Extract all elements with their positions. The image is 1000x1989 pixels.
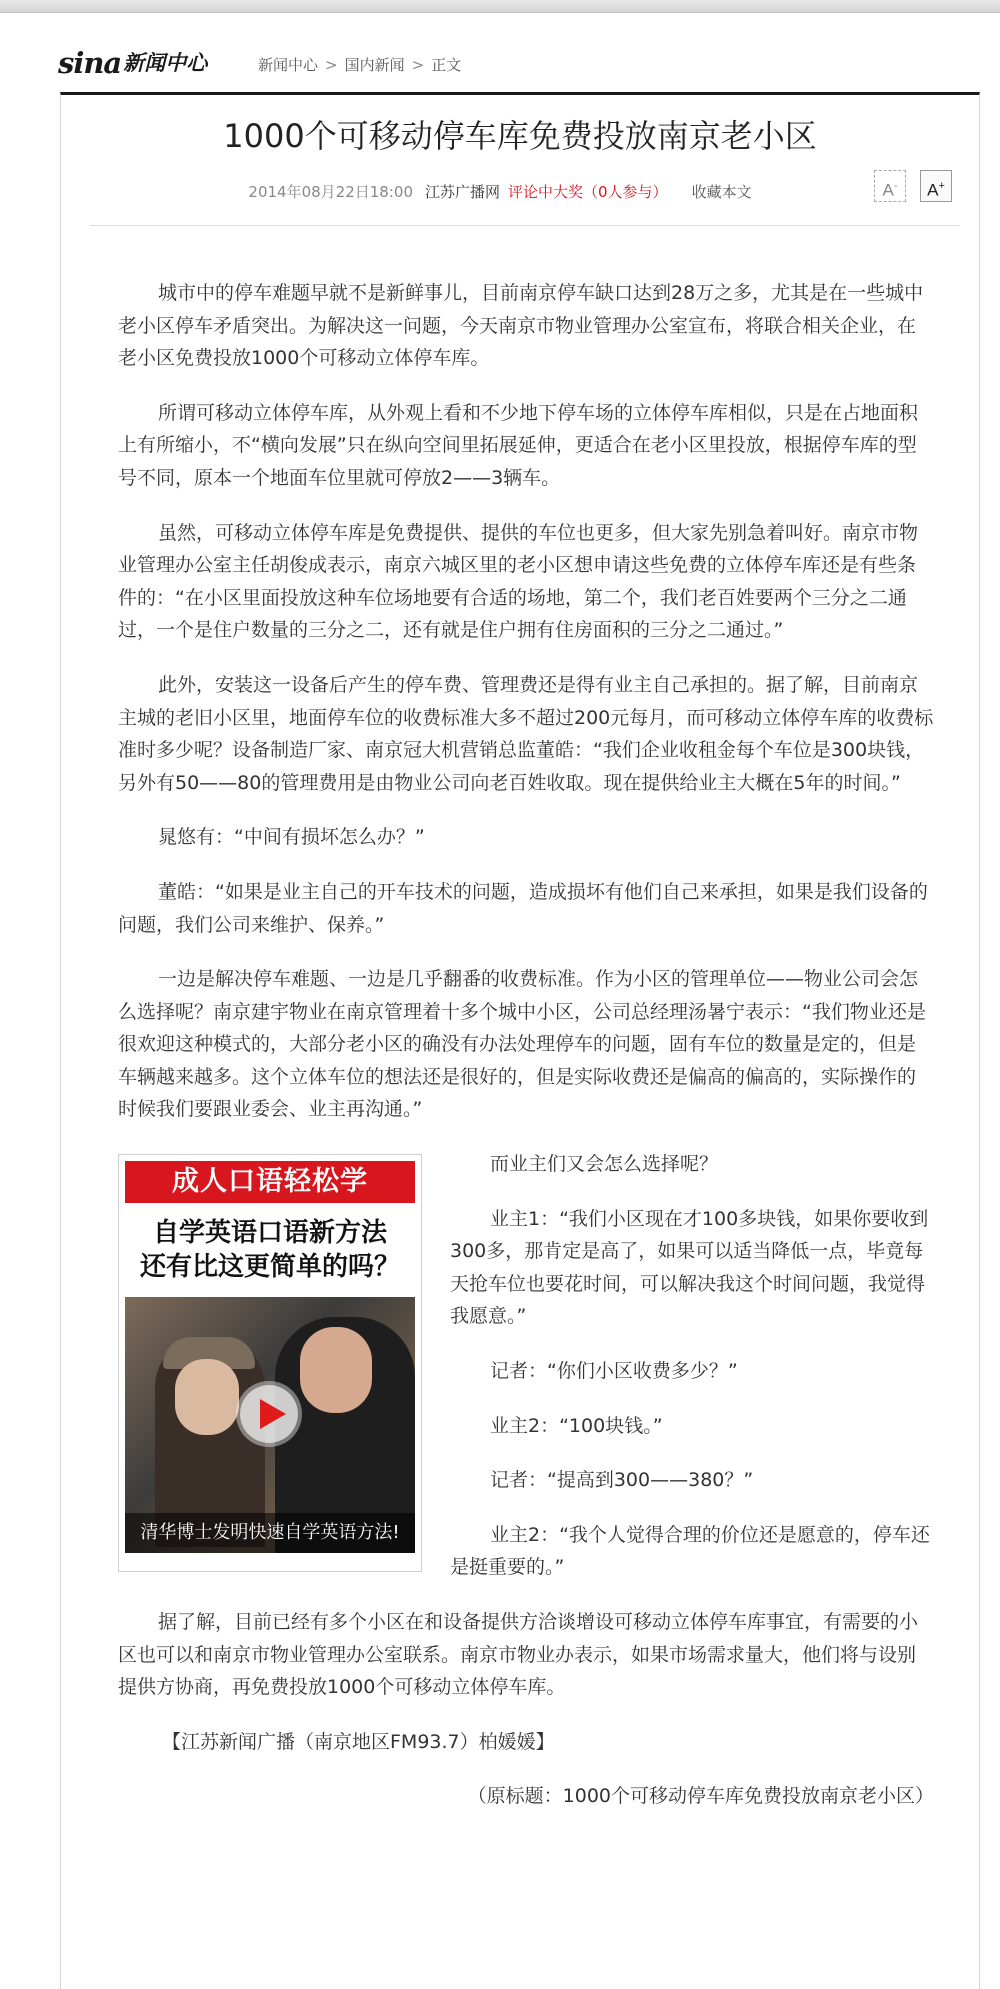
paragraph-10: 记者：“你们小区收费多少？” — [490, 1360, 738, 1383]
ad-line-2: 还有比这更简单的吗？ — [139, 1252, 400, 1283]
sina-news-logo[interactable] — [58, 40, 207, 80]
breadcrumb-separator: > — [411, 56, 425, 74]
reporter-signature: 【江苏新闻广播（南京地区FM93.7）柏媛媛】 — [162, 1730, 555, 1753]
ad-caption: 清华博士发明快速自学英语方法! — [125, 1513, 415, 1553]
original-title: （原标题：1000个可移动停车库免费投放南京老小区） — [467, 1785, 934, 1808]
paragraph-13: 业主2：“我个人觉得合理的价位还是愿意的，停车还是挺重要的。” — [450, 1523, 930, 1579]
font-increase-button[interactable] — [920, 170, 952, 202]
play-icon[interactable] — [240, 1385, 298, 1443]
paragraph-12: 记者：“提高到300——380？” — [490, 1469, 754, 1492]
article-source[interactable]: 江苏广播网 — [424, 183, 500, 201]
article-title: 1000个可移动停车库免费投放南京老小区 — [223, 117, 817, 155]
paragraph-2: 所谓可移动立体停车库，从外观上看和不少地下停车场的立体停车库相似，只是在占地面积上有所缩小，不“横向发展”只在纵向空间里拓展延伸，更适合在老小区里投放，根据停车库的型号不同，原本一个地面车位里就可停放2——3辆车。 — [118, 401, 919, 489]
logo-news-center: 新闻中心 — [123, 50, 208, 75]
font-decrease-icon: A — [882, 180, 894, 200]
breadcrumb-news-center[interactable]: 新闻中心 — [258, 56, 319, 74]
favorite-button[interactable]: 收藏本文 — [691, 183, 752, 201]
comment-link[interactable] — [508, 183, 668, 201]
paragraph-8: 而业主们又会怎么选择呢？ — [490, 1153, 719, 1176]
ad-student-face — [175, 1359, 239, 1435]
paragraph-9: 业主1：“我们小区现在才100多块钱，如果你要收到300多，那肯定是高了，如果可以适当降低一点，毕竟每天抢车位也要花时间，可以解决我这个时间问题，我觉得我愿意。” — [450, 1207, 929, 1328]
site-header — [58, 40, 958, 80]
paragraph-4: 此外，安装这一设备后产生的停车费、管理费还是得有业主自己承担的。据了解，目前南京主城的老旧小区里，地面停车位的收费标准大多不超过200元每月，而可移动立体停车库的收费标准时多少呢？设备制造厂家、南京冠大机营销总监董皓：“我们企业收租金每个车位是300块钱，另外有50——80的管理费用是由物业公司向老百姓收取。现在提供给业主大概在5年的时间。” — [118, 673, 934, 794]
paragraph-5: 晁悠有：“中间有损坏怎么办？” — [158, 826, 425, 849]
browser-top-bar — [0, 0, 1000, 13]
logo-sina-wordmark: sina — [58, 46, 122, 80]
ad-photo — [125, 1297, 415, 1553]
meta-divider — [90, 225, 960, 226]
ad-line-1: 自学英语口语新方法 — [152, 1218, 387, 1249]
paragraph-7: 一边是解决停车难题、一边是几乎翻番的收费标准。作为小区的管理单位——物业公司会怎么选择呢？南京建宇物业在南京管理着十多个城中小区，公司总经理汤暑宁表示：“我们物业还是很欢迎这种模式的，大部分老小区的确没有办法处理停车的问题，固有车位的数量是定的，但是车辆越来越多。这个立体车位的想法还是很好的，但是实际收费还是偏高的偏高的，实际操作的时候我们要跟业委会、业主再沟通。” — [118, 968, 926, 1121]
minus-sign: - — [893, 180, 898, 192]
ad-teacher-face — [300, 1327, 372, 1413]
paragraph-1: 城市中的停车难题早就不是新鲜事儿，目前南京停车缺口达到28万之多，尤其是在一些城中老小区停车矛盾突出。为解决这一问题，今天南京市物业管理办公室宣布，将联合相关企业，在老小区免费投放1000个可移动立体停车库。 — [118, 282, 924, 370]
breadcrumb — [258, 54, 461, 75]
ad-headline: 成人口语轻松学 — [125, 1161, 415, 1203]
article-body — [118, 277, 934, 1835]
paragraph-6: 董皓：“如果是业主自己的开车技术的问题，造成损坏有他们自己来承担，如果是我们设备的问题，我们公司来维护、保养。” — [118, 880, 928, 936]
publish-date: 2014年08月22日18:00 — [248, 183, 413, 201]
font-decrease-button[interactable] — [874, 170, 906, 202]
article-meta — [0, 181, 1000, 202]
paragraph-11: 业主2：“100块钱。” — [490, 1414, 663, 1437]
english-course-ad[interactable] — [118, 1154, 422, 1572]
comment-count: （0人参与） — [583, 183, 668, 201]
paragraph-14: 据了解，目前已经有多个小区在和设备提供方洽谈增设可移动立体停车库事宜，有需要的小区也可以和南京市物业管理办公室联系。南京市物业办表示，如果市场需求量大，他们将与设别提供方协商，再免费投放1000个可移动立体停车库。 — [118, 1611, 919, 1699]
breadcrumb-domestic-news[interactable]: 国内新闻 — [344, 56, 405, 74]
breadcrumb-current: 正文 — [431, 56, 462, 74]
breadcrumb-separator: > — [325, 56, 338, 74]
plus-sign: + — [938, 180, 945, 192]
font-increase-icon: A — [927, 180, 939, 200]
paragraph-3: 虽然，可移动立体停车库是免费提供、提供的车位也更多，但大家先别急着叫好。南京市物业管理办公室主任胡俊成表示，南京六城区里的老小区想申请这些免费的立体停车库还是有些条件的：“在小区里面投放这种车位场地要有合适的场地，第二个，我们老百姓要两个三分之二通过，一个是住户数量的三分之二，还有就是住户拥有住房面积的三分之二通过。” — [118, 521, 919, 642]
comment-label: 评论中大奖 — [508, 183, 584, 201]
